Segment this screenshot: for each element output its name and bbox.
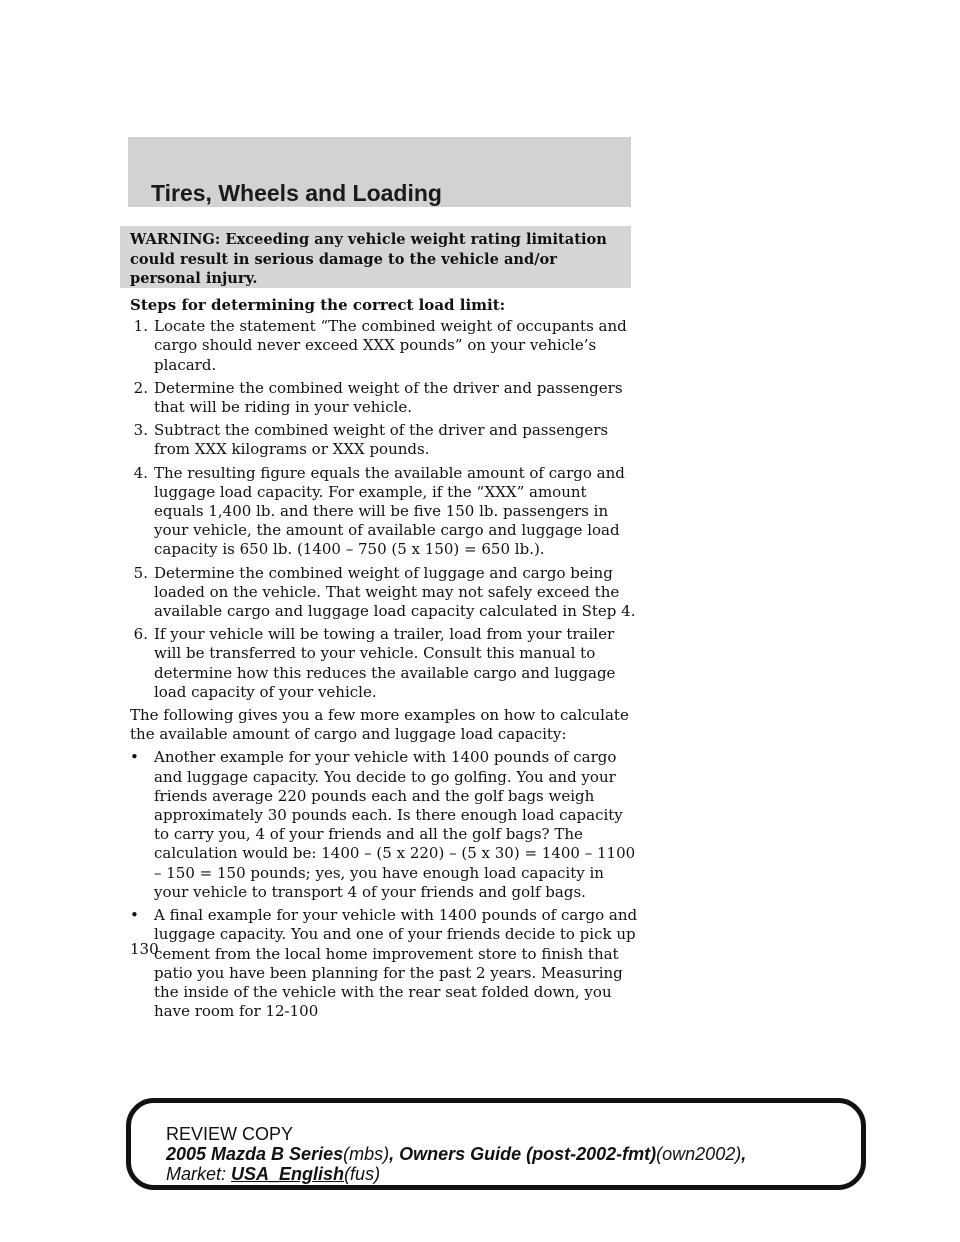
step-number: 4 . [130, 464, 148, 483]
example-item [130, 906, 640, 1021]
steps-list [130, 317, 640, 702]
bullet-icon: • [130, 748, 139, 767]
review-comma: , [741, 1144, 747, 1164]
steps-heading: Steps for determining the correct load limit: [130, 296, 506, 314]
step-number: 6 . [130, 625, 148, 644]
review-guide: , Owners Guide (post-2002-fmt) [389, 1144, 657, 1164]
review-model-code: (mbs) [343, 1144, 390, 1164]
step-item [130, 464, 640, 560]
examples-list [130, 748, 640, 1021]
step-number: 5 . [130, 564, 148, 583]
step-text: Determine the combined weight of the driver and passengers that will be riding in your vehicle. [154, 378, 623, 417]
review-line-3 [166, 1164, 746, 1184]
step-item [130, 625, 640, 702]
examples-intro: The following gives you a few more examples on how to calculate the available amount of cargo and luggage load capacity: [130, 706, 629, 744]
step-item [130, 564, 640, 622]
step-number: 3 . [130, 421, 148, 440]
step-text: Determine the combined weight of luggage and cargo being loaded on the vehicle. That weight may not safely exceed the available cargo and luggage load capacity calculated in Step 4. [154, 563, 636, 621]
step-number: 2 . [130, 379, 148, 398]
review-market-code: (fus) [344, 1164, 381, 1184]
review-line-2 [166, 1144, 746, 1164]
review-line-1: REVIEW COPY [166, 1124, 294, 1144]
review-model: 2005 Mazda B Series [166, 1144, 344, 1164]
review-copy-text [166, 1124, 746, 1184]
step-number: 1 . [130, 317, 148, 336]
page-number: 130 [130, 940, 159, 958]
page-content [130, 296, 640, 1025]
step-item [130, 317, 640, 375]
step-text: Subtract the combined weight of the driver and passengers from XXX kilograms or XXX pounds. [154, 421, 609, 459]
review-market-label: Market: [166, 1164, 227, 1184]
step-text: The resulting figure equals the available amount of cargo and luggage load capacity. For example, if the “XXX” amount equals 1,400 lb. and there will be five 150 lb. passengers in your vehicle, the amount of available cargo and luggage load capacity is 650 lb. (1400 – 750 (5 x 150) = 650 lb.). [154, 463, 625, 559]
step-item [130, 379, 640, 417]
bullet-icon: • [130, 906, 139, 925]
warning-box [120, 226, 631, 288]
step-text: If your vehicle will be towing a trailer, load from your trailer will be transferred to your vehicle. Consult this manual to determine how this reduces the available cargo and luggage load capacity of your vehicle. [154, 625, 616, 701]
section-title: Tires, Wheels and Loading [151, 180, 442, 206]
example-item [130, 748, 640, 902]
step-item [130, 421, 640, 459]
example-text: Another example for your vehicle with 1400 pounds of cargo and luggage capacity. You decide to go golfing. You and your friends average 220 pounds each and the golf bags weigh approximately 30 pounds each. Is there enough load capacity to carry you, 4 of your friends and all the golf bags? The calculation would be: 1400 – (5 x 220) – (5 x 30) = 1400 – 1100 – 150 = 150 pounds; yes, you have enough load capacity in your vehicle to transport 4 of your friends and golf bags. [154, 748, 636, 901]
warning-text: WARNING: Exceeding any vehicle weight rating limitation could result in serious damage to the vehicle and/or personal injury. [130, 231, 607, 287]
review-guide-code: (own2002) [656, 1144, 742, 1164]
step-text: Locate the statement “The combined weight of occupants and cargo should never exceed XXX pounds” on your vehicle’s placard. [154, 317, 627, 374]
example-text: A final example for your vehicle with 1400 pounds of cargo and luggage capacity. You and one of your friends decide to pick up cement from the local home improvement store to finish that patio you have been planning for the past 2 years. Measuring the inside of the vehicle with the rear seat folded down, you have room for 12-100 [154, 906, 638, 1021]
review-market: USA_English [231, 1164, 345, 1184]
